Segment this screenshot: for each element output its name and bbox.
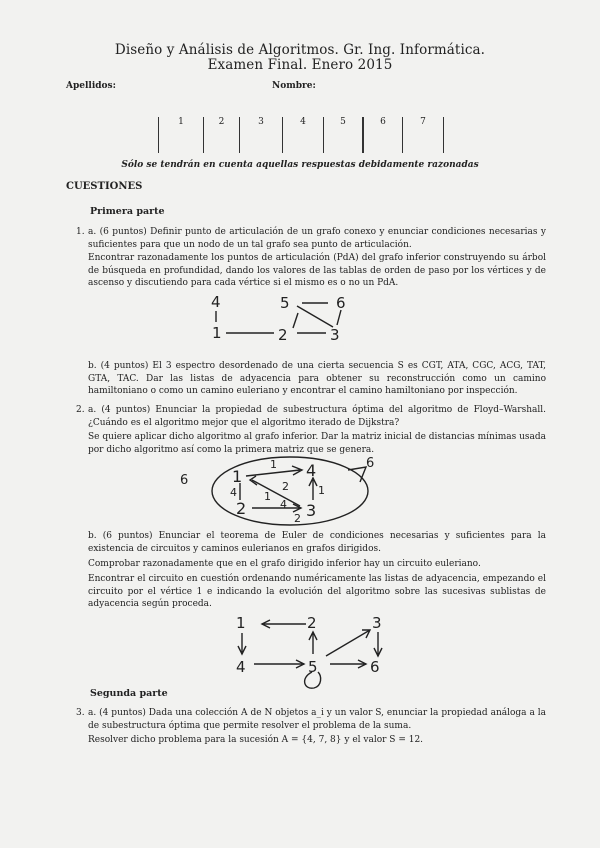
exam-title-line1: Diseño y Análisis de Algoritmos. Gr. Ing. Informática.: [114, 42, 486, 58]
q2-part-a: a. (4 puntos) Enunciar la propiedad de subestructura óptima del algoritmo de Floyd–Warshall. ¿Cuándo es el algoritmo mejor que el algoritmo iterado de Dijkstra?: [88, 405, 546, 428]
g1-node-3: 3: [330, 326, 340, 344]
grade-box-2: 2: [204, 117, 240, 153]
q2-part-b-task: Encontrar el circuito en cuestión ordenando numéricamente las listas de adyacencia, empezando el circuito por el vértice 1 e indicando la evolución del algoritmo sobre las sucesivas sublistas de adyacencia según proceda.: [88, 574, 546, 609]
nombre-label: Nombre:: [272, 81, 316, 91]
g2-weight-2b: 2: [294, 512, 301, 525]
grade-box-7: 7: [402, 117, 444, 153]
q2-part-b: b. (6 puntos) Enunciar el teorema de Euler de condiciones necesarias y suficientes para la existencia de circuitos y caminos eulerianos en grafos dirigidos.: [88, 531, 546, 554]
q1-number: 1.: [76, 227, 85, 237]
g2-weight-6b: 6: [366, 456, 375, 471]
grade-box-4: 4: [283, 117, 324, 153]
g2-node-1: 1: [232, 467, 243, 486]
g2-weight-6a: 6: [180, 473, 189, 488]
q3-part-a-task: Resolver dicho problema para la sucesión A = {4, 7, 8} y el valor S = 12.: [88, 735, 424, 745]
g3-node-1: 1: [236, 614, 246, 632]
g2-weight-4a: 4: [230, 486, 237, 499]
q2-part-b-check: Comprobar razonadamente que en el grafo dirigido inferior hay un circuito euleriano.: [88, 559, 481, 569]
grade-box-6: 6: [363, 117, 403, 153]
g3-node-6: 6: [370, 658, 380, 676]
g3-node-3: 3: [372, 614, 382, 632]
q1-part-a-task: Encontrar razonadamente los puntos de articulación (PdA) del grafo inferior construyendo su árbol de búsqueda en profundidad, dando los valores de las tablas de orden de paso por los vértices y de ascenso y discutiendo para cada vértice si el mismo es o no un PdA.: [88, 253, 546, 288]
g2-weight-2a: 2: [282, 480, 289, 493]
grade-box-5: 5: [324, 117, 363, 153]
q1-part-b: b. (4 puntos) El 3 espectro desordenado de una cierta secuencia S es CGT, ATA, CGC, ACG, TAT, GTA, TAC. Dar las listas de adyacencia para obtener su reconstrucción como un camino hamiltoniano o como un camino euleriano y encontrar el camino hamiltoniano por inspección.: [88, 361, 546, 396]
g3-node-4: 4: [236, 658, 246, 676]
g1-node-4: 4: [211, 293, 221, 311]
g2-node-3: 3: [306, 501, 317, 520]
part2-heading: Segunda parte: [90, 688, 168, 699]
g2-weight-1b: 1: [264, 490, 271, 503]
g2-weight-1c: 1: [318, 484, 325, 497]
part1-heading: Primera parte: [90, 206, 165, 217]
g2-node-2: 2: [236, 499, 247, 518]
g2-weight-4b: 4: [280, 498, 287, 511]
cuestiones-heading: CUESTIONES: [66, 181, 143, 192]
notice: Sólo se tendrán en cuenta aquellas respuestas debidamente razonadas: [121, 160, 479, 170]
g1-node-5: 5: [280, 294, 290, 312]
q3-number: 3.: [76, 708, 85, 718]
apellidos-label: Apellidos:: [66, 81, 116, 91]
q2-number: 2.: [76, 405, 85, 415]
g1-node-1: 1: [212, 324, 222, 342]
exam-title-line2: Examen Final. Enero 2015: [207, 57, 393, 73]
g2-node-4: 4: [306, 461, 317, 480]
grade-box-1: 1: [159, 117, 204, 153]
grade-box-3: 3: [240, 117, 283, 153]
q3-part-a: a. (4 puntos) Dada una colección A de N objetos a_i y un valor S, enunciar la propiedad análoga a la de subestructura óptima que permite resolver el problema de la suma.: [88, 708, 546, 731]
g1-node-6: 6: [336, 294, 346, 312]
q2-part-a-task: Se quiere aplicar dicho algoritmo al grafo inferior. Dar la matriz inicial de distancias mínimas usada por dicho algoritmo así como la primera matriz que se genera.: [88, 432, 546, 455]
g3-edge-5-3: [326, 630, 370, 656]
q1-part-a: a. (6 puntos) Definir punto de articulación de un grafo conexo y enunciar condiciones necesarias y suficientes para que un nodo de un tal grafo sea punto de articulación.: [88, 227, 546, 250]
g2-weight-1a: 1: [270, 458, 277, 471]
g3-node-2: 2: [307, 614, 317, 632]
g1-node-2: 2: [278, 326, 288, 344]
g3-node-5: 5: [308, 658, 318, 676]
